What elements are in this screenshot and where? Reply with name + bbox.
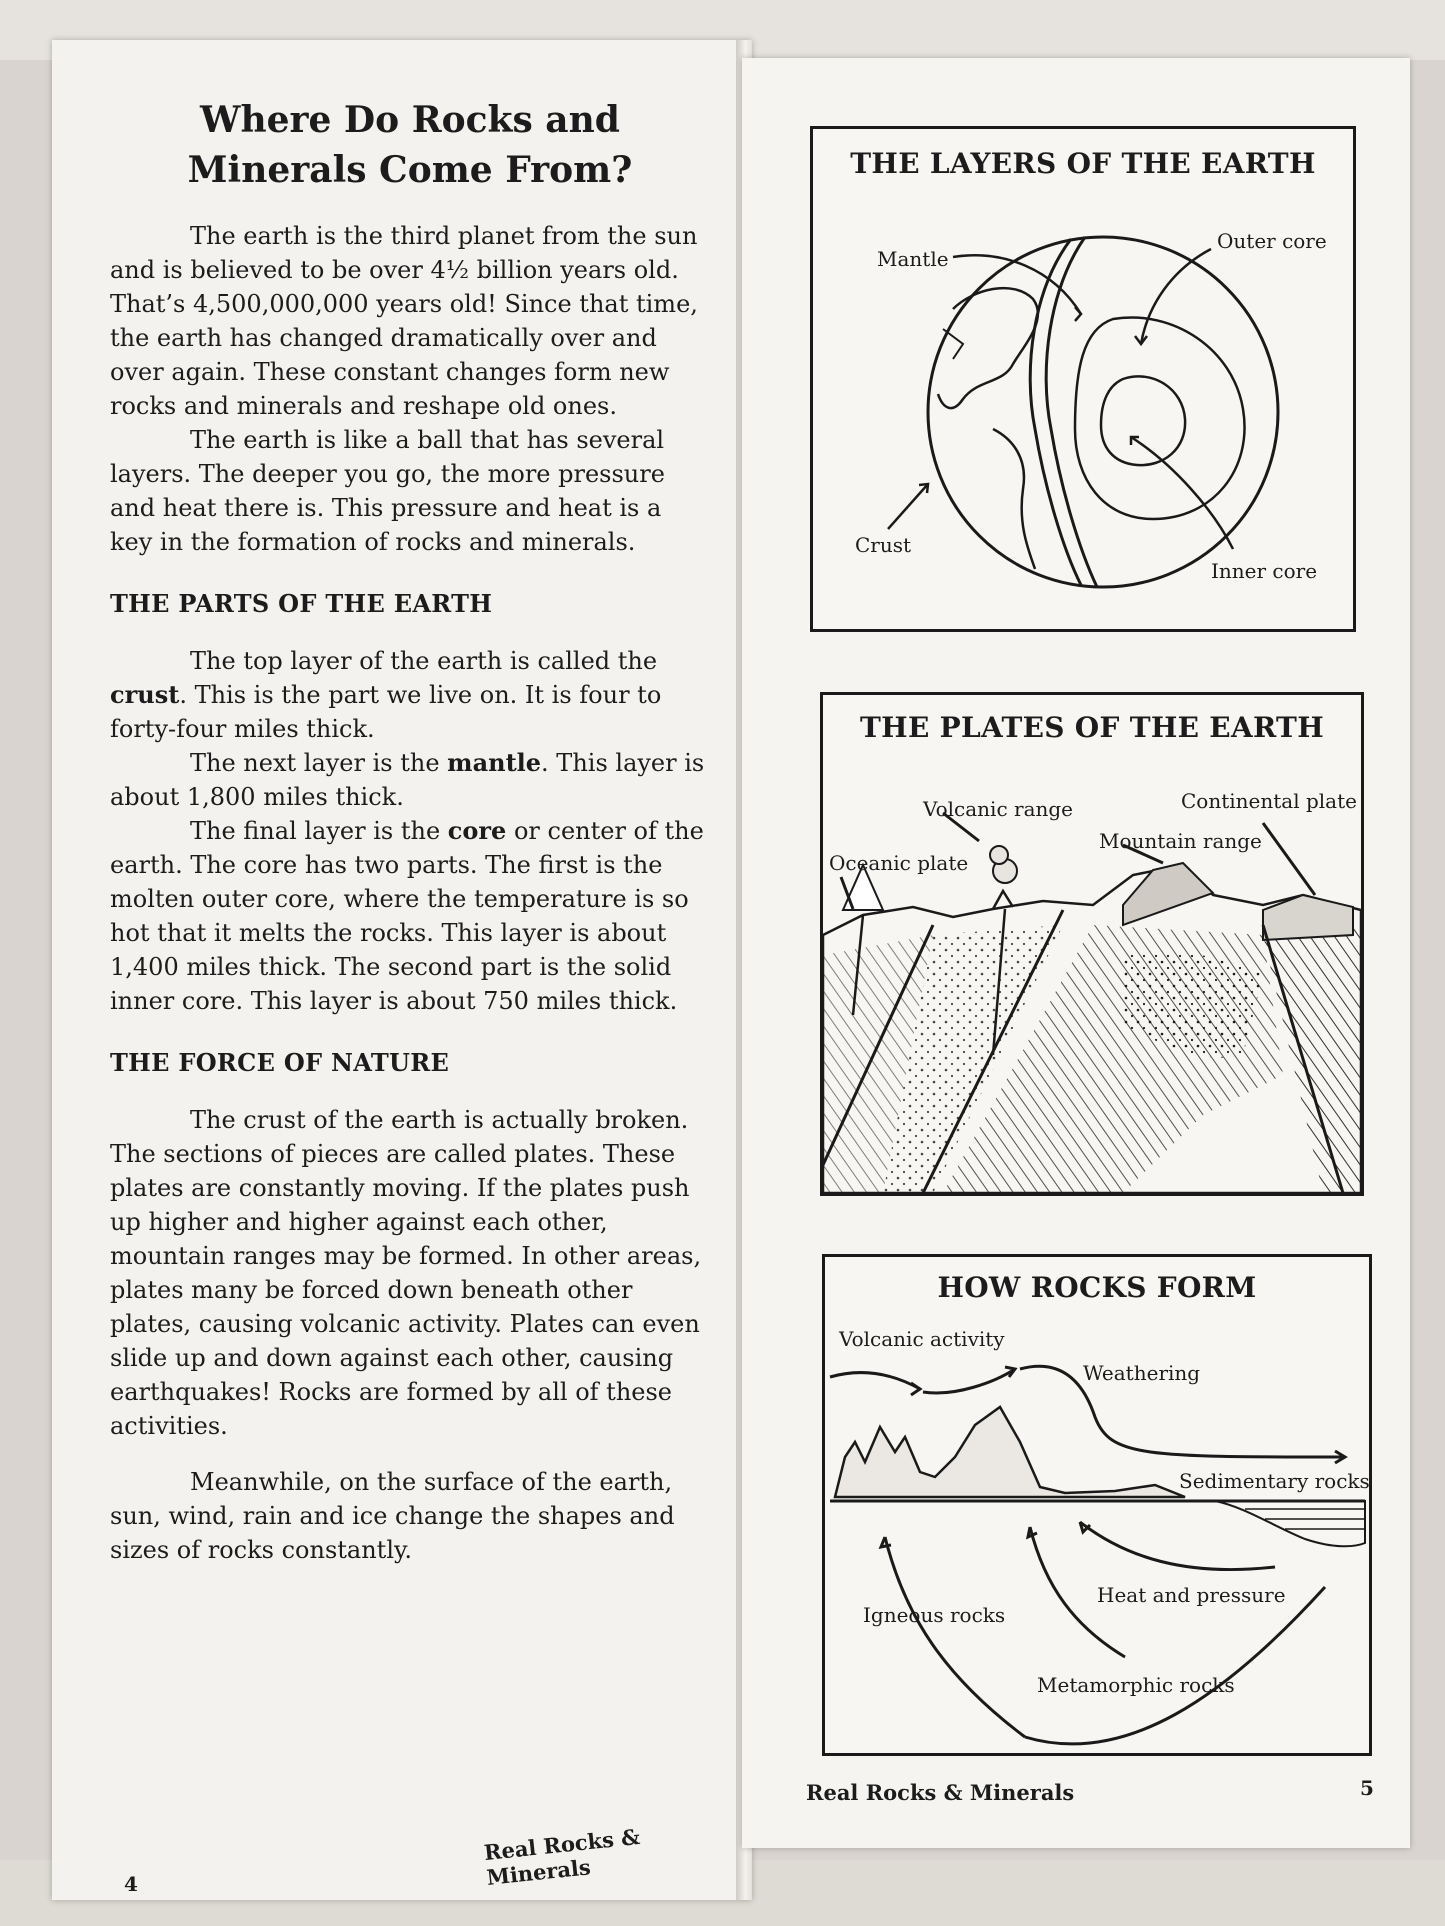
figure-plates-title: THE PLATES OF THE EARTH xyxy=(860,711,1324,744)
mantle-text-post: . This layer is about 1,800 miles thick. xyxy=(110,749,705,811)
left-page xyxy=(52,40,752,1900)
label-igneous-rocks: Igneous rocks xyxy=(863,1603,1006,1627)
core-text-post: or center of the earth. The core has two parts. The first is the molten outer core, where the temperature is so hot that it melts the rocks. This layer is about 1,400 miles thick. The second part is the solid inner core. This layer is about 750 miles thick. xyxy=(110,817,704,1015)
page-number-right: 5 xyxy=(1360,1776,1374,1800)
title-line-2: Minerals Come From? xyxy=(187,149,633,191)
page-number-left: 4 xyxy=(124,1872,138,1896)
mantle-term: mantle xyxy=(447,748,542,777)
mantle-text-pre: The next layer is the xyxy=(190,749,448,777)
crust-paragraph xyxy=(110,644,710,746)
figure-rocks-title: HOW ROCKS FORM xyxy=(937,1271,1257,1304)
label-volcanic-range: Volcanic range xyxy=(923,797,1074,821)
footer-title-left: Real Rocks & Minerals xyxy=(482,1823,642,1890)
figure-layers-of-earth xyxy=(810,126,1356,632)
intro-paragraph-2: The earth is like a ball that has several layers. The deeper you go, the more pressure and heat there is. This pressure and heat is a key in the formation of rocks and minerals. xyxy=(110,426,665,556)
core-text-pre: The final layer is the xyxy=(190,817,448,845)
force-paragraph-1: The crust of the earth is actually broken. The sections of pieces are called plates. These plates are constantly moving. If the plates push up higher and higher against each other, mountain ranges may be formed. In other areas, plates many be forced down beneath other plates, causing volcanic activity. Plates can even slide up and down against each other, causing earthquakes! Rocks are formed by all of these activities. xyxy=(110,1106,702,1440)
label-continental-plate: Continental plate xyxy=(1181,789,1357,813)
force-paragraph-2: Meanwhile, on the surface of the earth, sun, wind, rain and ice change the shapes and sizes of rocks constantly. xyxy=(110,1468,675,1564)
label-metamorphic-rocks: Metamorphic rocks xyxy=(1037,1673,1235,1697)
heading-force-of-nature: THE FORCE OF NATURE xyxy=(110,1048,450,1077)
crust-term: crust xyxy=(110,680,180,709)
mantle-paragraph xyxy=(110,746,710,814)
figure-how-rocks-form xyxy=(822,1254,1372,1756)
page-title xyxy=(110,95,710,195)
label-mantle: Mantle xyxy=(877,247,949,271)
label-crust: Crust xyxy=(855,533,912,557)
label-weathering: Weathering xyxy=(1083,1361,1201,1385)
right-page xyxy=(742,58,1410,1848)
plates-diagram xyxy=(823,695,1361,1193)
title-line-1: Where Do Rocks and xyxy=(200,99,620,141)
label-inner-core: Inner core xyxy=(1211,559,1318,583)
label-sedimentary-rocks: Sedimentary rocks xyxy=(1179,1469,1370,1493)
crust-text-post: . This is the part we live on. It is four to forty-four miles thick. xyxy=(110,681,662,743)
heading-parts-of-earth: THE PARTS OF THE EARTH xyxy=(110,589,493,618)
figure-layers-title: THE LAYERS OF THE EARTH xyxy=(850,147,1316,180)
label-volcanic-activity: Volcanic activity xyxy=(839,1327,1005,1351)
footer-title-right: Real Rocks & Minerals xyxy=(806,1780,1075,1805)
crust-text-pre: The top layer of the earth is called the xyxy=(190,647,658,675)
core-term: core xyxy=(447,816,507,845)
core-paragraph xyxy=(110,814,710,1018)
figure-plates-of-earth xyxy=(820,692,1364,1196)
label-outer-core: Outer core xyxy=(1217,229,1327,253)
label-mountain-range: Mountain range xyxy=(1099,829,1262,853)
intro-paragraph-1: The earth is the third planet from the sun and is believed to be over 4½ billion years old. That’s 4,500,000,000 years old! Since that time, the earth has changed dramatically over and over again. These constant changes form new rocks and minerals and reshape old ones. xyxy=(110,222,698,420)
label-heat-and-pressure: Heat and pressure xyxy=(1097,1583,1286,1607)
left-page-content xyxy=(110,95,710,1567)
label-oceanic-plate: Oceanic plate xyxy=(829,851,969,875)
